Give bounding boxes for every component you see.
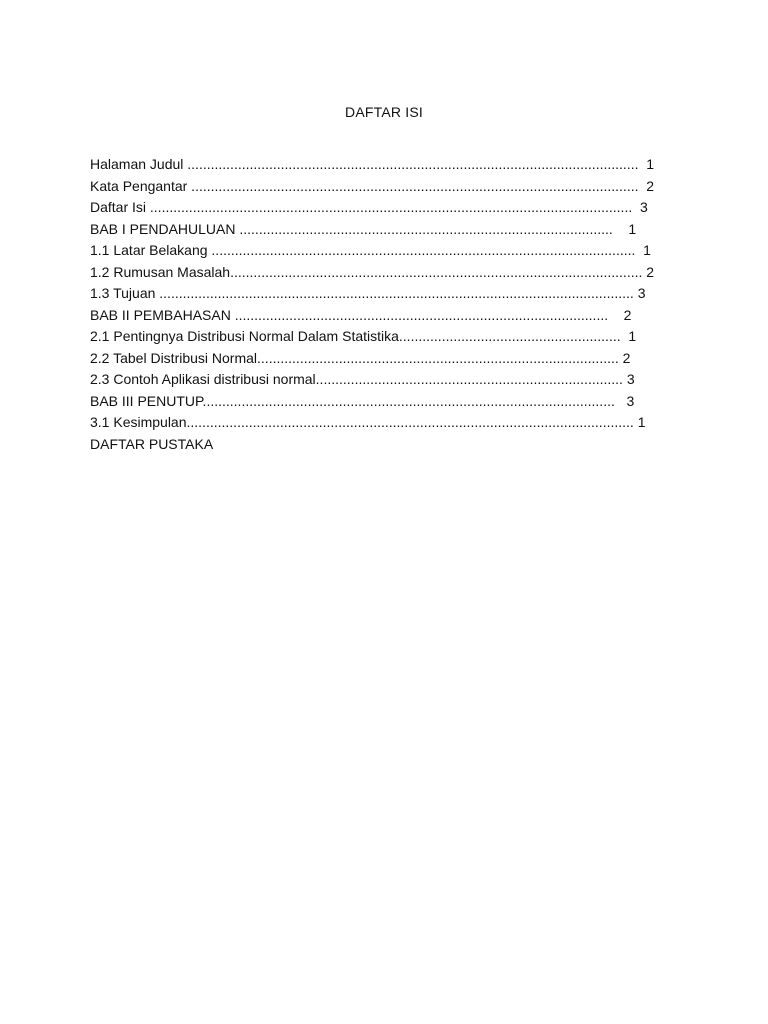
toc-entry-text: 3.1 Kesimpulan................................................................................................................... 1: [90, 414, 646, 430]
toc-entry-3-1: [90, 412, 650, 434]
toc-entry-bab-1: [90, 219, 650, 241]
toc-entry-text: 2.3 Contoh Aplikasi distribusi normal............................................................................... 3: [90, 371, 635, 387]
toc-entry-bab-2: [90, 305, 650, 327]
toc-entry-text: DAFTAR PUSTAKA: [90, 435, 214, 452]
table-of-contents: [90, 154, 655, 455]
toc-entry-2-3: [90, 369, 650, 391]
toc-entry-text: Halaman Judul .................................................................................................................... 1: [90, 156, 655, 172]
toc-entry-text: 1.1 Latar Belakang ............................................................................................................. 1: [90, 242, 651, 258]
toc-entry-1-3: [90, 283, 650, 305]
toc-entry-text: BAB I PENDAHULUAN ................................................................................................ 1: [90, 220, 637, 237]
toc-entry-text: BAB III PENUTUP.......................................................................................................... 3: [90, 392, 635, 409]
toc-entry-daftar-pustaka: [90, 434, 650, 456]
toc-entry-kata-pengantar: [90, 176, 655, 198]
toc-entry-bab-3: [90, 391, 650, 413]
toc-entry-1-1: [90, 240, 650, 262]
toc-entry-text: BAB II PEMBAHASAN ................................................................................................ 2: [90, 306, 632, 323]
toc-entry-1-2: [90, 262, 655, 284]
toc-entry-halaman-judul: [90, 154, 655, 176]
toc-entry-text: Kata Pengantar ................................................................................................................... 2: [90, 177, 655, 194]
toc-entry-2-2: [90, 348, 650, 370]
toc-entry-2-1: [90, 326, 650, 348]
toc-entry-text: 1.2 Rumusan Masalah.......................................................................................................... 2: [90, 263, 655, 280]
toc-entry-text: 1.3 Tujuan .......................................................................................................................... 3: [90, 285, 646, 301]
toc-entry-text: Daftar Isi ............................................................................................................................ 3: [90, 199, 648, 215]
toc-entry-text: 2.2 Tabel Distribusi Normal............................................................................................. 2: [90, 349, 631, 366]
toc-entry-text: 2.1 Pentingnya Distribusi Normal Dalam Statistika......................................................... 1: [90, 328, 637, 344]
page-title: DAFTAR ISI: [345, 104, 423, 120]
toc-entry-daftar-isi: [90, 197, 650, 219]
